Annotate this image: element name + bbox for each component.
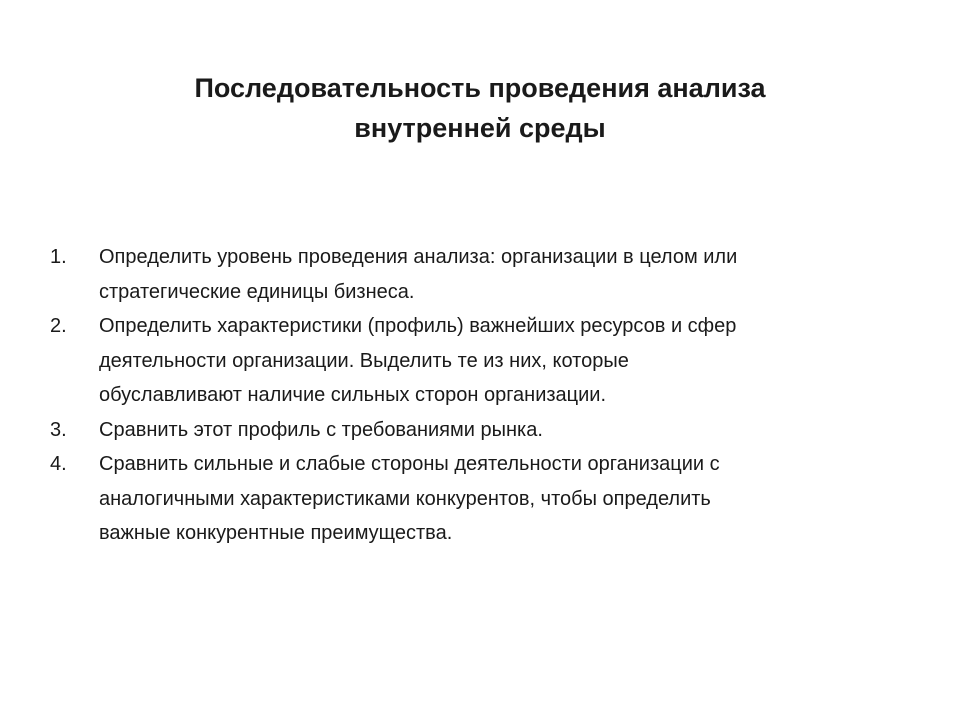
list-item-line: Сравнить этот профиль с требованиями рынка. (99, 418, 543, 441)
list-item-number: 2. (50, 315, 67, 337)
list-item-line: Определить уровень проведения анализа: организации в целом или (99, 246, 738, 268)
list-item-4 (50, 447, 880, 551)
list-item-line: обуславливают наличие сильных сторон организации. (99, 384, 607, 406)
list-item-line: Определить характеристики (профиль) важнейших ресурсов и сфер (99, 315, 737, 337)
list-item-number: 1. (50, 246, 67, 268)
list-item-line: деятельности организации. Выделить те из них, которые (99, 349, 629, 372)
title-line-1: Последовательность проведения анализа (194, 73, 766, 103)
list-item-text (99, 413, 880, 448)
page-title (80, 68, 880, 148)
list-item-line: важные конкурентные преимущества. (99, 522, 453, 544)
list-item-3 (50, 413, 880, 448)
steps-list (50, 240, 880, 551)
list-item-line: аналогичными характеристиками конкурентов, чтобы определить (99, 487, 711, 510)
list-item-1 (50, 240, 880, 309)
list-item-line: Сравнить сильные и слабые стороны деятельности организации с (99, 453, 720, 475)
title-line-2: внутренней среды (354, 113, 606, 143)
list-item-text (99, 240, 880, 309)
list-item-number: 4. (50, 453, 67, 475)
list-item-text (99, 447, 880, 551)
list-item-number: 3. (50, 418, 67, 441)
list-item-2 (50, 309, 880, 413)
list-item-line: стратегические единицы бизнеса. (99, 280, 415, 303)
list-item-text (99, 309, 880, 413)
